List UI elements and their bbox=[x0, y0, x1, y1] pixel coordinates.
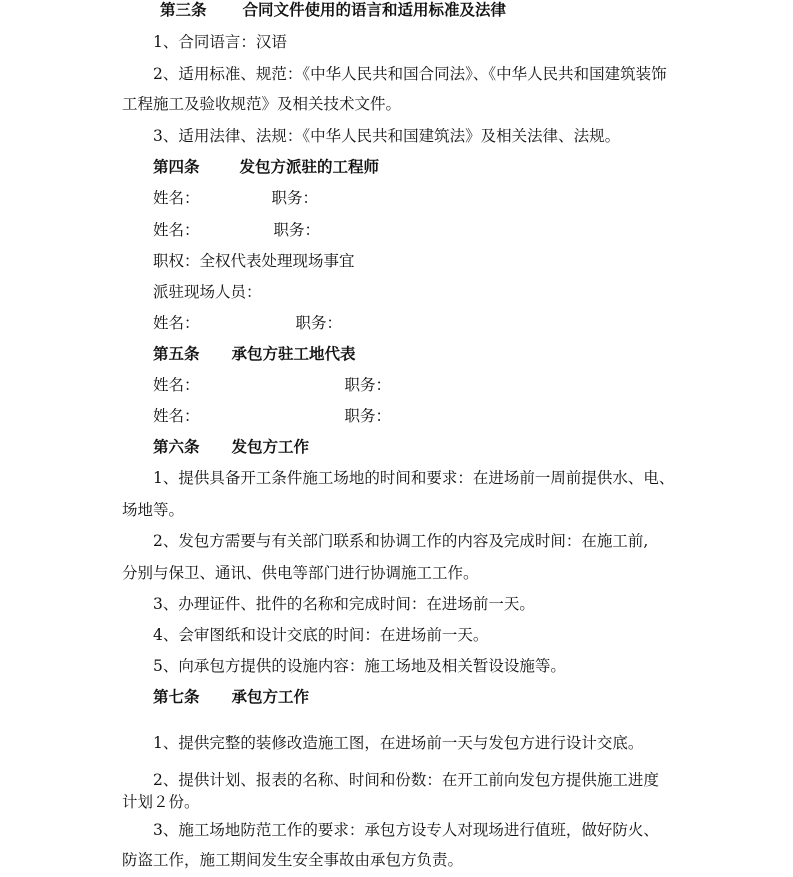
article-title: 发包方工作 bbox=[231, 438, 310, 456]
name-field-row bbox=[153, 313, 342, 333]
position-label: 职务： bbox=[344, 407, 392, 425]
article-number: 第六条 bbox=[153, 438, 200, 456]
position-label: 职务： bbox=[344, 376, 392, 394]
article-title: 承包方驻工地代表 bbox=[231, 345, 356, 363]
name-field-row bbox=[153, 188, 318, 208]
paragraph: 5、向承包方提供的设施内容：施工场地及相关暂设设施等。 bbox=[153, 657, 566, 675]
position-label: 职务： bbox=[271, 189, 319, 207]
article-title: 合同文件使用的语言和适用标准及法律 bbox=[242, 1, 507, 19]
name-field-row bbox=[153, 406, 391, 426]
paragraph: 计划２份。 bbox=[122, 793, 200, 811]
paragraph: 1、提供具备开工条件施工场地的时间和要求：在进场前一周前提供水、电、 bbox=[153, 469, 675, 487]
authority-line: 职权：全权代表处理现场事宜 bbox=[153, 252, 355, 270]
article-number: 第四条 bbox=[153, 158, 200, 176]
paragraph: 分别与保卫、通讯、供电等部门进行协调施工工作。 bbox=[122, 564, 479, 582]
paragraph: 3、适用法律、法规：《中华人民共和国建筑法》及相关法律、法规。 bbox=[153, 127, 621, 145]
article-number: 第三条 bbox=[160, 1, 207, 19]
article-title: 承包方工作 bbox=[231, 688, 310, 706]
article-4-heading bbox=[153, 157, 379, 177]
name-label: 姓名： bbox=[153, 376, 200, 394]
paragraph: 4、会审图纸和设计交底的时间：在进场前一天。 bbox=[153, 626, 489, 644]
name-label: 姓名： bbox=[153, 407, 200, 425]
paragraph: 3、办理证件、批件的名称和完成时间：在进场前一天。 bbox=[153, 595, 535, 613]
article-number: 第七条 bbox=[153, 688, 200, 706]
name-field-row bbox=[153, 375, 391, 395]
paragraph: 3、施工场地防范工作的要求：承包方设专人对现场进行值班，做好防火、 bbox=[153, 821, 659, 839]
paragraph: 1、合同语言：汉语 bbox=[153, 33, 287, 51]
paragraph: 工程施工及验收规范》及相关技术文件。 bbox=[122, 95, 402, 113]
onsite-personnel-label: 派驻现场人员： bbox=[153, 283, 262, 301]
article-number: 第五条 bbox=[153, 345, 200, 363]
name-label: 姓名： bbox=[153, 314, 200, 332]
article-3-heading bbox=[160, 0, 506, 20]
article-title: 发包方派驻的工程师 bbox=[239, 158, 380, 176]
paragraph: 1、提供完整的装修改造施工图，在进场前一天与发包方进行设计交底。 bbox=[153, 734, 644, 752]
paragraph: 2、适用标准、规范：《中华人民共和国合同法》、《中华人民共和国建筑装饰 bbox=[153, 65, 667, 83]
paragraph: 场地等。 bbox=[122, 501, 185, 519]
position-label: 职务： bbox=[295, 314, 343, 332]
paragraph: 2、提供计划、报表的名称、时间和份数：在开工前向发包方提供施工进度 bbox=[153, 771, 659, 789]
name-label: 姓名： bbox=[153, 189, 200, 207]
article-5-heading bbox=[153, 344, 356, 364]
position-label: 职务： bbox=[273, 221, 321, 239]
article-7-heading bbox=[153, 687, 309, 707]
name-field-row bbox=[153, 220, 320, 240]
name-label: 姓名： bbox=[153, 221, 200, 239]
article-6-heading bbox=[153, 437, 309, 457]
paragraph: 2、发包方需要与有关部门联系和协调工作的内容及完成时间：在施工前, bbox=[153, 532, 649, 550]
paragraph: 防盗工作，施工期间发生安全事故由承包方负责。 bbox=[122, 851, 464, 869]
